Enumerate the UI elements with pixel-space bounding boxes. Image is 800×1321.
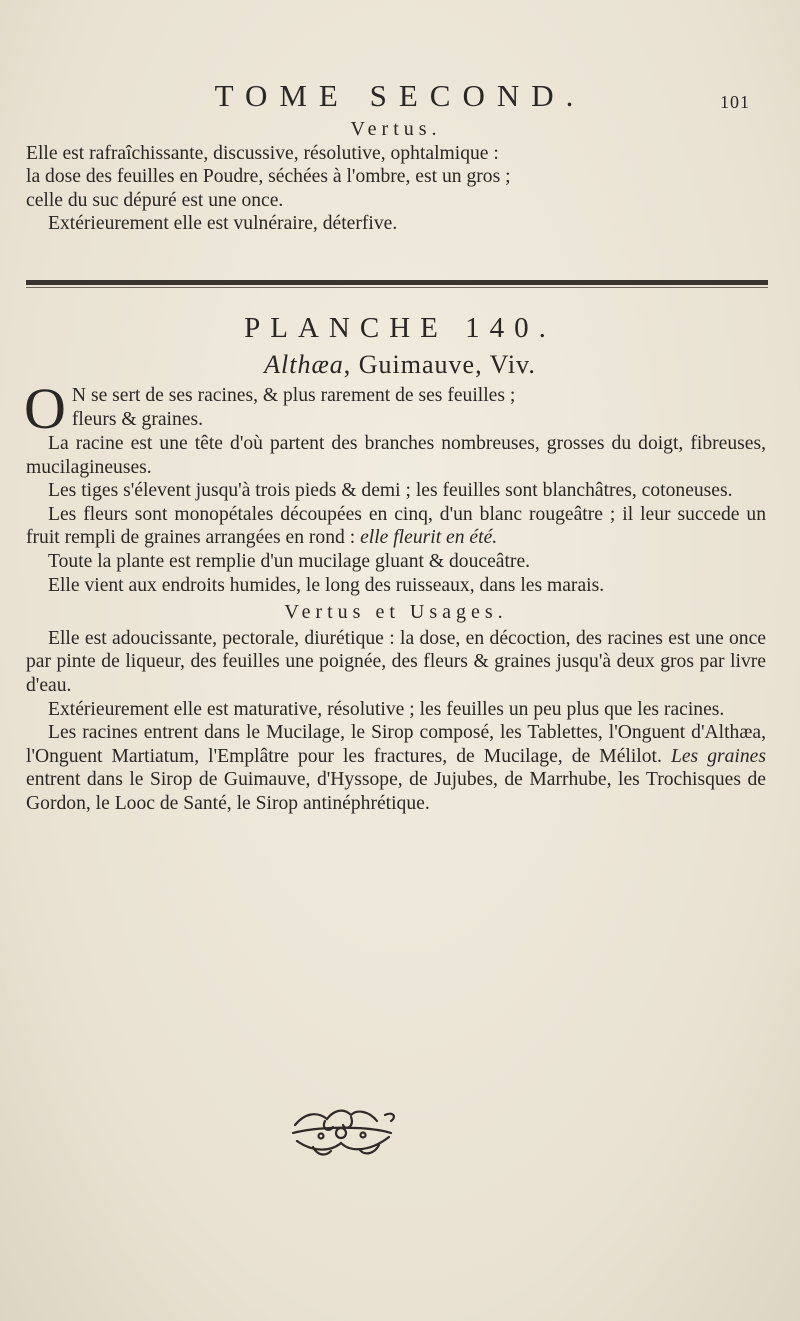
p3-rest: entrent dans le Sirop de Guimauve, d'Hyssope, de Jujubes, de Marrhube, les Trochisques de Gordon, le Looc de Santé, le Sirop antinéphrétique.	[26, 769, 766, 814]
double-rule-divider	[26, 280, 768, 289]
paragraph-5: Toute la plante est remplie d'un mucilage gluant & douceâtre.	[48, 550, 531, 572]
section-heading-usages: Vertus et Usages.	[284, 601, 508, 624]
page-number: 101	[720, 92, 750, 112]
p1-line-1: N se sert de ses racines, & plus rarement de ses feuilles ;	[71, 385, 516, 406]
plate-latin-name: Althæa	[264, 350, 344, 379]
p4-text: Les fleurs sont monopétales découpées en cinq, d'un blanc rougeâtre ; il leur succede un fruit rempli de graines arrangées en rond :	[26, 503, 766, 549]
drop-cap: O	[24, 376, 66, 441]
plate-subtitle	[0, 350, 800, 380]
usages-paragraph-1: Elle est adoucissante, pectorale, diurétique : la dose, en décoction, des racines est une once par pinte de liqueur, des feuilles une poignée, des fleurs & graines jusqu'à deux gros par livre d'eau.	[26, 627, 766, 696]
usages-paragraph-2: Extérieurement elle est maturative, résolutive ; les feuilles un peu plus que les racines.	[48, 698, 725, 720]
plate-title: PLANCHE 140.	[244, 312, 556, 344]
p1-line-2: fleurs & graines.	[71, 408, 204, 430]
paragraph-6: Elle vient aux endroits humides, le long des ruisseaux, dans les marais.	[48, 574, 605, 596]
paragraph-2: La racine est une tête d'où partent des branches nombreuses, grosses du doigt, fibreuses, mucilagineuses.	[26, 433, 766, 478]
plate-description	[24, 376, 766, 816]
usages-paragraph-3	[26, 721, 766, 815]
p4-italic: elle fleurit en été.	[360, 527, 498, 549]
paragraph-1	[24, 376, 766, 441]
section-heading-vertus: Vertus.	[350, 118, 442, 140]
p3-italic: Les graines	[670, 745, 766, 767]
paragraph-3: Les tiges s'élevent jusqu'à trois pieds & demi ; les feuilles sont blanchâtres, cotoneuses.	[48, 480, 733, 502]
paragraph-4	[26, 503, 766, 550]
plate-common-name: , Guimauve, Viv.	[343, 350, 536, 379]
running-title: TOME SECOND.	[214, 78, 586, 113]
vertus-line-3: celle du suc dépuré est une once.	[26, 189, 284, 211]
vertus-line-2: la dose des feuilles en Poudre, séchées à l'ombre, est un gros ;	[26, 166, 511, 188]
running-head	[0, 78, 800, 118]
vertus-line-1: Elle est rafraîchissante, discussive, résolutive, ophtalmique :	[26, 142, 499, 164]
p3-text: Les racines entrent dans le Mucilage, le Sirop composé, les Tablettes, l'Onguent d'Althæa, l'Onguent Martiatum, l'Emplâtre pour les fractures, de Mucilage, de Mélilot.	[26, 722, 766, 767]
vertus-line-4: Extérieurement elle est vulnéraire, déterfive.	[48, 213, 398, 235]
floral-ornament	[285, 1103, 400, 1161]
section-vertus	[26, 118, 766, 236]
